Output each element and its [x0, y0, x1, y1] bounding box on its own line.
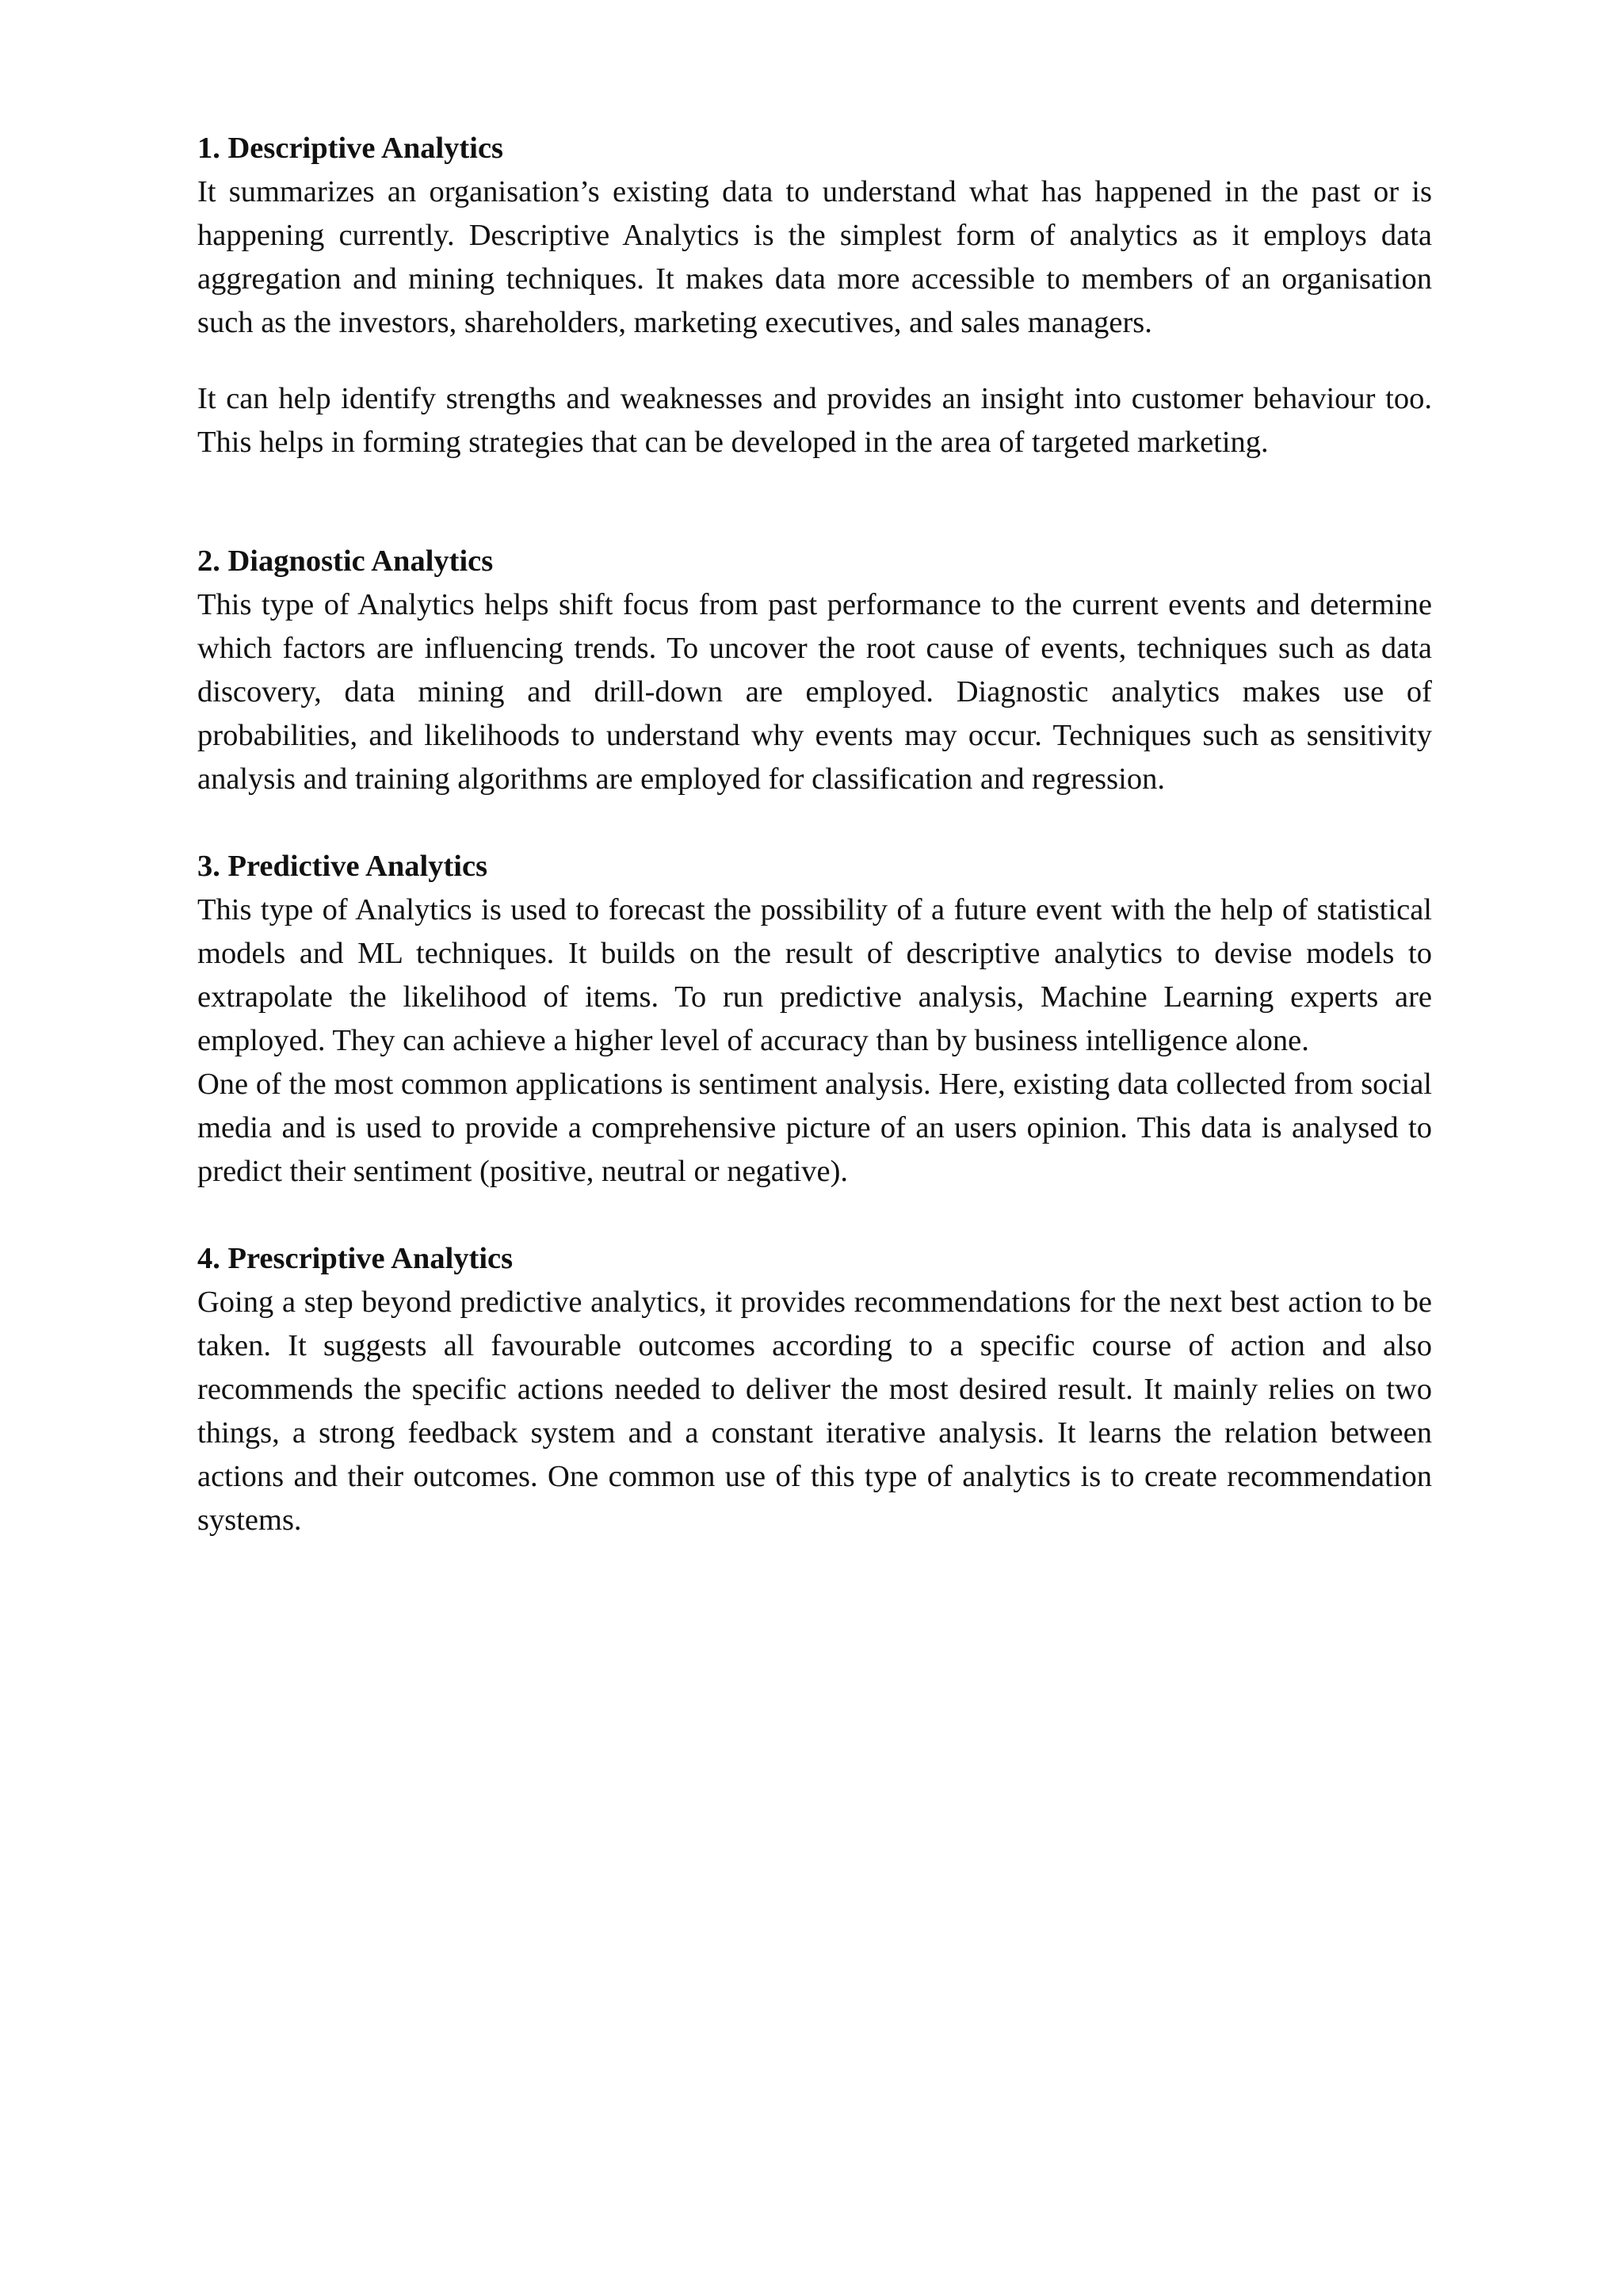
- paragraph: Going a step beyond predictive analytics, it provides recommendations for the next best action to be taken. It suggests all favourable outcomes according to a specific course of action and also recommends the specific actions needed to deliver the most desired result. It mainly relies on two things, a strong feedback system and a constant iterative analysis. It learns the relation between actions and their outcomes. One common use of this type of analytics is to create recommendation systems.: [197, 1286, 1432, 1537]
- section-spacer: [197, 801, 1432, 845]
- section-heading: 4. Prescriptive Analytics: [197, 1242, 514, 1275]
- section-spacer: [197, 1194, 1432, 1237]
- section-spacer: [197, 464, 1432, 540]
- paragraph: This type of Analytics is used to forecast the possibility of a future event with the help of statistical models and ML techniques. It builds on the result of descriptive analytics to devise models to extrapolate the likelihood of items. To run predictive analysis, Machine Learning experts are employed. They can achieve a higher level of accuracy than by business intelligence alone.: [197, 893, 1432, 1057]
- section-heading: 1. Descriptive Analytics: [197, 132, 504, 165]
- section-heading: 3. Predictive Analytics: [197, 850, 488, 883]
- section-predictive-analytics: [197, 845, 1432, 1194]
- section-heading: 2. Diagnostic Analytics: [197, 544, 494, 578]
- paragraph: This type of Analytics helps shift focus from past performance to the current events and determine which factors are influencing trends. To uncover the root cause of events, techniques such as data discovery, data mining and drill-down are employed. Diagnostic analytics makes use of probabilities, and likelihoods to understand why events may occur. Techniques such as sensitivity analysis and training algorithms are employed for classification and regression.: [197, 588, 1432, 796]
- paragraph-spacer: [197, 345, 1432, 377]
- section-descriptive-analytics: [197, 127, 1432, 464]
- paragraph: It summarizes an organisation’s existing data to understand what has happened in the past or is happening currently. Descriptive Analytics is the simplest form of analytics as it employs data aggregation and mining techniques. It makes data more accessible to members of an organisation such as the investors, shareholders, marketing executives, and sales managers.: [197, 175, 1432, 339]
- section-diagnostic-analytics: [197, 540, 1432, 801]
- paragraph: It can help identify strengths and weaknesses and provides an insight into customer behaviour too. This helps in forming strategies that can be developed in the area of targeted marketing.: [197, 382, 1432, 459]
- document-body: [197, 127, 1432, 1542]
- paragraph: One of the most common applications is sentiment analysis. Here, existing data collected from social media and is used to provide a comprehensive picture of an users opinion. This data is analysed to predict their sentiment (positive, neutral or negative).: [197, 1068, 1432, 1188]
- section-prescriptive-analytics: [197, 1237, 1432, 1542]
